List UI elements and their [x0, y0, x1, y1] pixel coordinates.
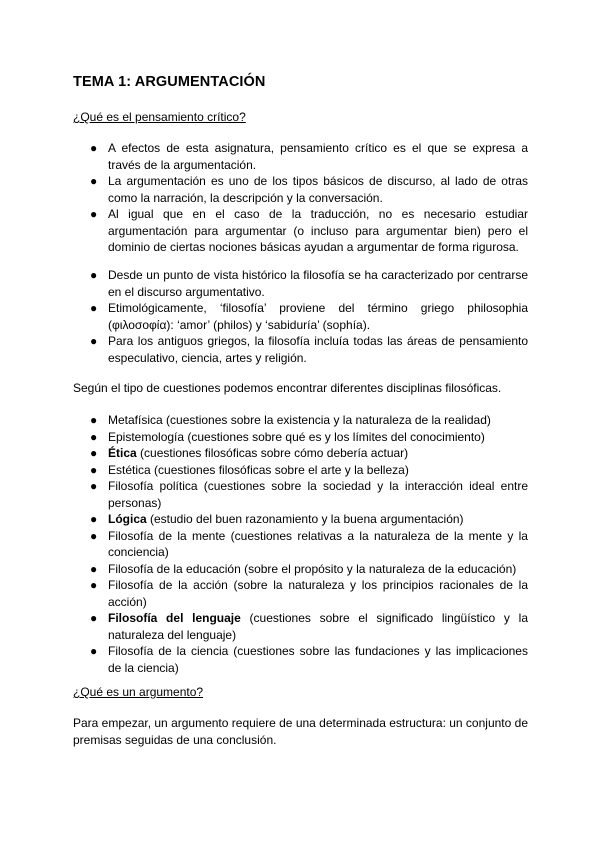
section-heading-critical-thinking: ¿Qué es el pensamiento crítico?	[73, 110, 246, 124]
discipline-item	[0, 577, 528, 610]
bullet-icon: ●	[90, 141, 98, 155]
bullet-list-history	[0, 267, 528, 366]
bullet-list-definitions	[0, 140, 528, 256]
page-title: TEMA 1: ARGUMENTACIÓN	[73, 74, 266, 90]
list-item	[0, 140, 528, 173]
list-item-text: Etimológicamente, ‘filosofía’ proviene del término griego philosophia (φιλοσοφία): ‘amor’ (philos) y ‘sabiduría’ (sophía).	[108, 301, 528, 332]
list-item-text: A efectos de esta asignatura, pensamiento crítico es el que se expresa a través de la argumentación.	[108, 141, 528, 172]
list-item-text: Para los antiguos griegos, la filosofía incluía todas las áreas de pensamiento especulativo, ciencia, artes y religión.	[108, 334, 528, 365]
discipline-desc: (cuestiones sobre la existencia y la naturaleza de la realidad)	[162, 413, 491, 427]
discipline-desc: (cuestiones sobre qué es y los límites del conocimiento)	[184, 429, 485, 444]
bullet-icon: ●	[90, 462, 98, 477]
list-item	[0, 300, 528, 333]
discipline-name: Estética	[108, 462, 151, 477]
disciplines-intro: Según el tipo de cuestiones podemos encontrar diferentes disciplinas filosóficas.	[73, 381, 502, 395]
argument-paragraph: Para empezar, un argumento requiere de una determinada estructura: un conjunto de premisas seguidas de una conclusión.	[73, 716, 528, 747]
section-heading-argument: ¿Qué es un argumento?	[73, 685, 204, 699]
bullet-icon: ●	[90, 644, 98, 658]
bullet-icon: ●	[90, 334, 98, 348]
bullet-icon: ●	[90, 528, 98, 543]
discipline-item	[0, 429, 528, 446]
bullet-icon: ●	[90, 207, 98, 221]
discipline-name: Ética	[108, 446, 137, 460]
discipline-item	[0, 445, 528, 462]
discipline-desc: (cuestiones sobre la sociedad y la interacción ideal entre personas)	[108, 479, 528, 510]
discipline-name: Filosofía del lenguaje	[108, 611, 241, 625]
discipline-desc: (cuestiones relativas a la naturaleza de la mente y la conciencia)	[108, 528, 528, 559]
discipline-desc: (cuestiones filosóficas sobre cómo debería actuar)	[136, 446, 409, 460]
bullet-icon: ●	[90, 561, 98, 576]
discipline-item	[0, 528, 528, 561]
discipline-item	[0, 462, 528, 479]
bullet-icon: ●	[90, 301, 98, 315]
discipline-desc: (estudio del buen razonamiento y la buena argumentación)	[146, 512, 464, 526]
list-item-text: La argumentación es uno de los tipos básicos de discurso, al lado de otras como la narración, la descripción y la conversación.	[108, 174, 528, 205]
discipline-name: Filosofía de la educación	[108, 561, 241, 576]
bullet-icon: ●	[90, 446, 98, 460]
bullet-icon: ●	[90, 578, 98, 592]
discipline-desc: (cuestiones sobre el significado lingüístico y la naturaleza del lenguaje)	[108, 611, 528, 642]
bullet-icon: ●	[90, 429, 98, 444]
discipline-item	[0, 610, 528, 643]
discipline-item	[0, 561, 528, 578]
discipline-name: Lógica	[108, 512, 147, 526]
bullet-icon: ●	[90, 479, 98, 493]
bullet-icon: ●	[90, 174, 98, 188]
discipline-name: Filosofía de la acción	[108, 578, 228, 592]
discipline-desc: (sobre la naturaleza y los principios racionales de la acción)	[108, 578, 528, 609]
bullet-icon: ●	[90, 268, 98, 282]
discipline-item	[0, 412, 528, 429]
discipline-name: Filosofía de la mente	[108, 528, 226, 543]
list-item-text: Al igual que en el caso de la traducción, no es necesario estudiar argumentación para argumentar (o incluso para argumentar bien) pero el dominio de ciertas nociones básicas ayudan a argumentar de forma rigurosa.	[108, 207, 528, 254]
discipline-name: Filosofía de la ciencia	[108, 644, 229, 658]
list-item	[0, 173, 528, 206]
discipline-item	[0, 511, 528, 528]
discipline-item	[0, 478, 528, 511]
bullet-icon: ●	[90, 413, 98, 427]
discipline-name: Filosofía política	[108, 479, 198, 493]
bullet-list-disciplines	[0, 412, 528, 676]
discipline-name: Metafísica	[108, 413, 163, 427]
discipline-item	[0, 643, 528, 676]
discipline-desc: (sobre el propósito y la naturaleza de la educación)	[240, 561, 517, 576]
list-item	[0, 267, 528, 300]
bullet-icon: ●	[90, 512, 98, 526]
discipline-name: Epistemología	[108, 429, 185, 444]
discipline-desc: (cuestiones sobre las fundaciones y las implicaciones de la ciencia)	[108, 644, 528, 675]
bullet-icon: ●	[90, 611, 98, 625]
list-item-text: Desde un punto de vista histórico la filosofía se ha caracterizado por centrarse en el discurso argumentativo.	[108, 268, 528, 299]
discipline-desc: (cuestiones filosóficas sobre el arte y la belleza)	[150, 462, 409, 477]
list-item	[0, 333, 528, 366]
list-item	[0, 206, 528, 256]
